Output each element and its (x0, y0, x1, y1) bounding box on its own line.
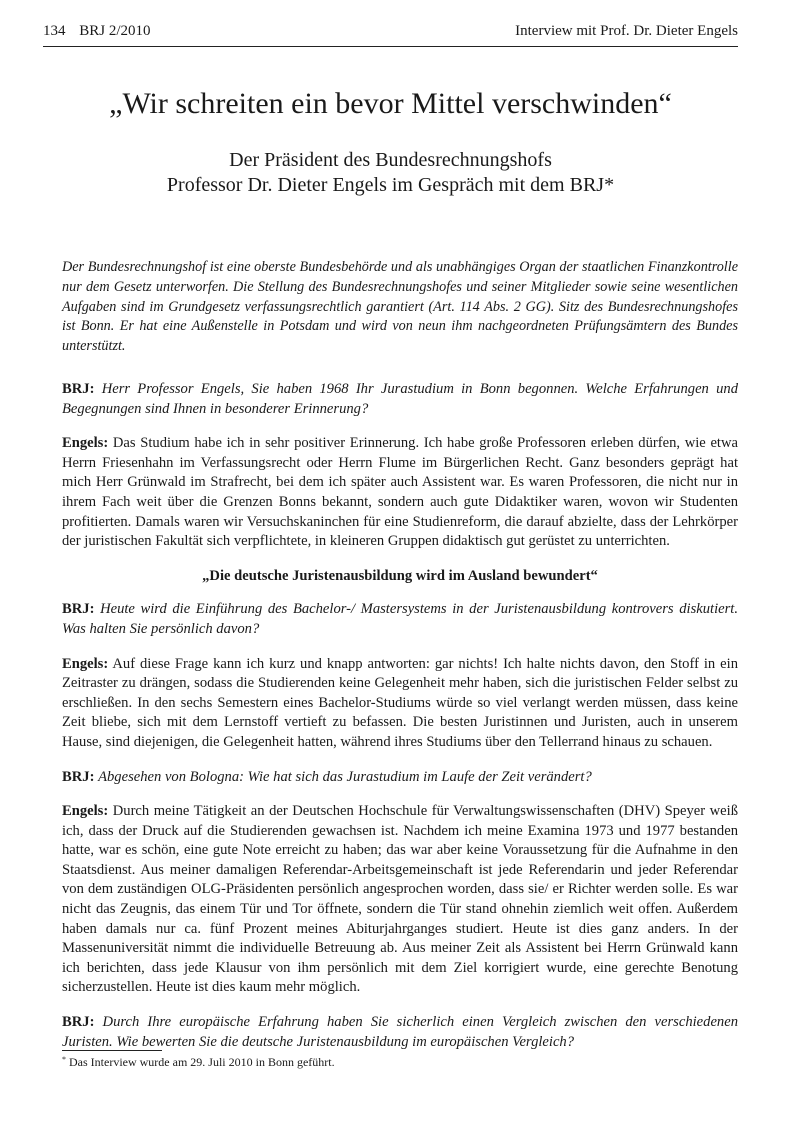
speaker-label: BRJ: (62, 768, 95, 785)
question-paragraph (62, 600, 738, 639)
speaker-label: Engels: (62, 803, 109, 820)
page-number: 134 (43, 23, 66, 39)
question-text: Heute wird die Einführung des Bachelor-/ Mastersystems in der Juristenausbildung kontrovers diskutiert. Was halten Sie persönlich davon? (62, 601, 738, 637)
question-paragraph (62, 1013, 738, 1052)
footnote-rule (62, 1050, 162, 1051)
running-head (43, 18, 738, 47)
answer-text: Das Studium habe ich in sehr positiver Erinnerung. Ich habe große Professoren erleben dürfen, wie etwa Herrn Friesenhahn im Verfassungsrecht oder Herrn Flume im Bürgerlichen Recht. Ganz besonders geprägt hat mich Herr Grünwald im Strafrecht, bei dem ich später auch Assistent war. Es waren Professoren, die nicht nur in ihrem Fach weit über die Grenzen Bonns bekannt, sondern auch gute Didaktiker waren, wovon wir Studenten profitierten. Damals waren wir Versuchskaninchen für eine Studienreform, die darauf abzielte, dass der Lehrkörper der juristischen Fakultät sich verpflichtete, in kleineren Gruppen didaktisch gut gerüstet zu unterrichten. (62, 435, 738, 550)
subtitle-line-1: Der Präsident des Bundesrechnungshofs (229, 149, 552, 171)
article-title: „Wir schreiten ein bevor Mittel verschwinden“ (109, 87, 672, 120)
speaker-label: BRJ: (62, 381, 95, 397)
subtitle-line-2: Professor Dr. Dieter Engels im Gespräch mit dem BRJ* (166, 174, 615, 196)
question-text: Abgesehen von Bologna: Wie hat sich das Jurastudium im Laufe der Zeit verändert? (98, 768, 592, 785)
answer-paragraph (62, 655, 738, 753)
footnote-marker: * (62, 1055, 66, 1064)
answer-paragraph (62, 434, 738, 552)
article-subtitle (43, 148, 738, 198)
speaker-label: BRJ: (62, 601, 95, 618)
question-text: Herr Professor Engels, Sie haben 1968 Ihr Jurastudium in Bonn begonnen. Welche Erfahrungen und Begegnungen sind Ihnen in besonderer Erinnerung? (62, 381, 738, 417)
running-head-left (43, 20, 151, 42)
question-text: Durch Ihre europäische Erfahrung haben Sie sicherlich einen Vergleich zwischen den verschiedenen Juristen. Wie bewerten Sie die deutsche Juristenausbildung im europäischen Vergleich? (62, 1014, 738, 1050)
answer-text: Durch meine Tätigkeit an der Deutschen Hochschule für Verwaltungswissenschaften (DHV) Speyer weiß ich, dass der Druck auf die Studierenden gewachsen ist. Nachdem ich meine Examina 1973 und 1977 bestanden hatte, war es schön, eine gute Note erreicht zu haben; das war aber keine Voraussetzung für die Aufnahme in den Staatsdienst. Aus meiner damaligen Referendar-Arbeitsgemeinschaft ist jede Referendarin und jeder Referendar von dem zuständigen OLG-Präsidenten persönlich angesprochen worden, dass sie/ er Richter werden solle. Es war nicht das Zeugnis, das einem Tür und Tor öffnete, sondern die Tür stand ohnehin ziemlich weit offen. Außerdem haben damals nur ca. fünf Prozent meines Abiturjahrganges studiert. Heute ist dies ganz anders. In der Massenuniversität nimmt die individuelle Betreuung ab. Aus meiner Zeit als Assistent bei Herrn Grünwald kann ich berichten, dass jede Klausur von ihm persönlich mit dem Ziel korrigiert wurde, eine gerechte Benotung sicherzustellen. Heute ist dies kaum mehr möglich. (62, 803, 739, 996)
speaker-label: BRJ: (62, 1014, 95, 1031)
footnote-text: Das Interview wurde am 29. Juli 2010 in Bonn geführt. (69, 1055, 335, 1069)
section-heading: „Die deutsche Juristenausbildung wird im Ausland bewundert“ (202, 567, 598, 584)
speaker-label: Engels: (62, 655, 109, 672)
answer-text: Auf diese Frage kann ich kurz und knapp antworten: gar nichts! Ich halte nichts davon, den Stoff in ein Zeitraster zu drängen, sodass die Studierenden keine Gelegenheit mehr haben, sich die juristischen Felder selbst zu erschließen. In den sechs Semestern eines Bachelor-Studiums würde so viel verlangt werden müssen, dass keine Zeit bliebe, sich mit dem Lernstoff vertieft zu befassen. Die besten Juristinnen und Juristen, auch in unserem Hause, sind diejenigen, die Gelegenheit hatten, während ihres Studiums über den Tellerrand hinaus zu schauen. (62, 655, 738, 750)
footnote (62, 1054, 738, 1070)
question-paragraph (62, 768, 738, 788)
answer-paragraph (62, 802, 738, 998)
interview-body (62, 380, 738, 1067)
running-title: Interview mit Prof. Dr. Dieter Engels (515, 23, 738, 39)
journal-issue: BRJ 2/2010 (79, 23, 151, 39)
question-paragraph (62, 380, 738, 419)
abstract: Der Bundesrechnungshof ist eine oberste Bundesbehörde und als unabhängiges Organ der staatlichen Finanzkontrolle nur dem Gesetz unterworfen. Die Stellung des Bundesrechnungshofes und seiner Mitglieder sowie seine wesentlichen Aufgaben sind im Grundgesetz verfassungsrechtlich garantiert (Art. 114 Abs. 2 GG). Sitz des Bundesrechnungshofes ist Bonn. Er hat eine Außenstelle in Potsdam und wird von neun ihm nachgeordneten Prüfungsämtern des Bundes unterstützt. (62, 259, 738, 355)
speaker-label: Engels: (62, 435, 109, 452)
